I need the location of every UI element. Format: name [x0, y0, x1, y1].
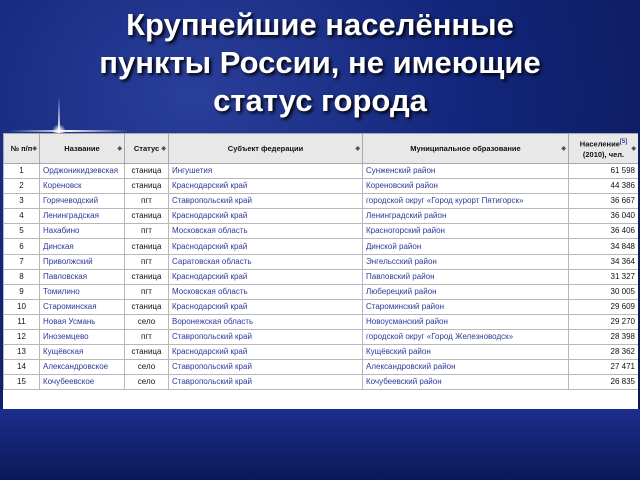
column-header-municipal[interactable]	[363, 134, 569, 164]
slide-title-line-2: пункты России, не имеющие	[99, 45, 541, 80]
cell-subject-link[interactable]: Московская область	[169, 224, 363, 239]
settlements-table-container	[3, 133, 638, 409]
cell-municipal-link[interactable]: Сунженский район	[363, 164, 569, 179]
slide-title-line-1: Крупнейшие населённые	[126, 7, 514, 42]
lens-flare-horizontal	[8, 130, 128, 132]
cell-num: 11	[4, 314, 40, 329]
cell-num: 3	[4, 194, 40, 209]
cell-municipal-link[interactable]: Павловский район	[363, 269, 569, 284]
cell-population: 36 667	[569, 194, 639, 209]
cell-status: станица	[125, 269, 169, 284]
cell-name-link[interactable]: Александровское	[40, 360, 125, 375]
cell-municipal-link[interactable]: Кущёвский район	[363, 345, 569, 360]
cell-population: 34 848	[569, 239, 639, 254]
table-row	[4, 330, 639, 345]
cell-population: 61 598	[569, 164, 639, 179]
cell-num: 6	[4, 239, 40, 254]
table-row	[4, 314, 639, 329]
column-header-population-year: (2010), чел.	[582, 149, 625, 159]
table-row	[4, 224, 639, 239]
cell-status: станица	[125, 179, 169, 194]
table-row	[4, 254, 639, 269]
cell-municipal-link[interactable]: Староминский район	[363, 299, 569, 314]
cell-num: 7	[4, 254, 40, 269]
cell-name-link[interactable]: Павловская	[40, 269, 125, 284]
cell-population: 36 040	[569, 209, 639, 224]
sort-icon[interactable]: ◆	[561, 146, 566, 152]
cell-name-link[interactable]: Кочубеевское	[40, 375, 125, 390]
cell-name-link[interactable]: Томилино	[40, 284, 125, 299]
column-header-population-label: Население	[579, 139, 620, 149]
column-header-municipal-label: Муниципальное образование	[410, 143, 521, 153]
cell-municipal-link[interactable]: Динской район	[363, 239, 569, 254]
cell-num: 13	[4, 345, 40, 360]
cell-status: пгт	[125, 224, 169, 239]
cell-subject-link[interactable]: Ставропольский край	[169, 360, 363, 375]
cell-municipal-link[interactable]: Люберецкий район	[363, 284, 569, 299]
population-footnote-ref[interactable]: [5]	[619, 139, 628, 146]
cell-num: 12	[4, 330, 40, 345]
table-row	[4, 209, 639, 224]
table-row	[4, 269, 639, 284]
column-header-num-label: № п/п	[10, 143, 33, 153]
cell-status: пгт	[125, 330, 169, 345]
table-row	[4, 179, 639, 194]
cell-population: 31 327	[569, 269, 639, 284]
cell-status: станица	[125, 299, 169, 314]
column-header-subject-label: Субъект федерации	[227, 143, 304, 153]
cell-num: 9	[4, 284, 40, 299]
column-header-status[interactable]	[125, 134, 169, 164]
cell-population: 26 835	[569, 375, 639, 390]
cell-status: пгт	[125, 194, 169, 209]
cell-name-link[interactable]: Иноземцево	[40, 330, 125, 345]
cell-subject-link[interactable]: Ставропольский край	[169, 194, 363, 209]
table-header-row	[4, 134, 639, 164]
cell-status: станица	[125, 239, 169, 254]
cell-subject-link[interactable]: Краснодарский край	[169, 209, 363, 224]
cell-status: станица	[125, 209, 169, 224]
sort-icon[interactable]: ◆	[161, 146, 166, 152]
sort-icon[interactable]: ◆	[631, 146, 636, 152]
cell-num: 2	[4, 179, 40, 194]
cell-name-link[interactable]: Кореновск	[40, 179, 125, 194]
cell-num: 5	[4, 224, 40, 239]
cell-subject-link[interactable]: Краснодарский край	[169, 179, 363, 194]
cell-subject-link[interactable]: Краснодарский край	[169, 239, 363, 254]
cell-status: пгт	[125, 254, 169, 269]
cell-subject-link[interactable]: Ингушетия	[169, 164, 363, 179]
cell-municipal-link[interactable]: Красногорский район	[363, 224, 569, 239]
cell-population: 27 471	[569, 360, 639, 375]
sort-icon[interactable]: ◆	[117, 146, 122, 152]
table-row	[4, 194, 639, 209]
cell-subject-link[interactable]: Краснодарский край	[169, 345, 363, 360]
cell-municipal-link[interactable]: Ленинградский район	[363, 209, 569, 224]
cell-num: 14	[4, 360, 40, 375]
column-header-num[interactable]	[4, 134, 40, 164]
settlements-table	[3, 133, 638, 390]
cell-population: 34 364	[569, 254, 639, 269]
cell-municipal-link[interactable]: Энгельсский район	[363, 254, 569, 269]
cell-subject-link[interactable]: Краснодарский край	[169, 269, 363, 284]
cell-name-link[interactable]: Кущёвская	[40, 345, 125, 360]
cell-name-link[interactable]: Горячеводский	[40, 194, 125, 209]
cell-name-link[interactable]: Орджоникидзевская	[40, 164, 125, 179]
cell-name-link[interactable]: Староминская	[40, 299, 125, 314]
column-header-name-label: Название	[64, 143, 100, 153]
cell-status: пгт	[125, 284, 169, 299]
slide-title	[0, 6, 640, 120]
column-header-subject[interactable]	[169, 134, 363, 164]
table-row	[4, 345, 639, 360]
table-row	[4, 239, 639, 254]
cell-population: 36 406	[569, 224, 639, 239]
cell-subject-link[interactable]: Московская область	[169, 284, 363, 299]
table-row	[4, 299, 639, 314]
table-row	[4, 375, 639, 390]
cell-population: 29 270	[569, 314, 639, 329]
cell-num: 4	[4, 209, 40, 224]
cell-name-link[interactable]: Нахабино	[40, 224, 125, 239]
slide-bottom-band	[0, 409, 640, 480]
table-row	[4, 360, 639, 375]
column-header-name[interactable]	[40, 134, 125, 164]
column-header-population[interactable]	[569, 134, 639, 164]
cell-population: 28 398	[569, 330, 639, 345]
cell-name-link[interactable]: Динская	[40, 239, 125, 254]
cell-name-link[interactable]: Приволжский	[40, 254, 125, 269]
cell-subject-link[interactable]: Краснодарский край	[169, 299, 363, 314]
cell-name-link[interactable]: Новая Усмань	[40, 314, 125, 329]
table-body	[4, 164, 639, 390]
cell-status: село	[125, 360, 169, 375]
cell-population: 30 005	[569, 284, 639, 299]
cell-municipal-link[interactable]: Кочубеевский район	[363, 375, 569, 390]
sort-icon[interactable]: ◆	[32, 146, 37, 152]
cell-status: село	[125, 375, 169, 390]
cell-subject-link[interactable]: Ставропольский край	[169, 330, 363, 345]
table-row	[4, 164, 639, 179]
cell-status: станица	[125, 164, 169, 179]
column-header-status-label: Статус	[133, 143, 160, 153]
cell-municipal-link[interactable]: Новоусманский район	[363, 314, 569, 329]
cell-municipal-link[interactable]: Кореновский район	[363, 179, 569, 194]
cell-population: 28 362	[569, 345, 639, 360]
cell-municipal-link[interactable]: городской округ «Город Железноводск»	[363, 330, 569, 345]
cell-num: 10	[4, 299, 40, 314]
sort-icon[interactable]: ◆	[355, 146, 360, 152]
cell-name-link[interactable]: Ленинградская	[40, 209, 125, 224]
table-row	[4, 284, 639, 299]
cell-population: 29 609	[569, 299, 639, 314]
cell-status: станица	[125, 345, 169, 360]
cell-subject-link[interactable]: Воронежская область	[169, 314, 363, 329]
cell-num: 15	[4, 375, 40, 390]
cell-subject-link[interactable]: Саратовская область	[169, 254, 363, 269]
cell-municipal-link[interactable]: городской округ «Город курорт Пятигорск»	[363, 194, 569, 209]
cell-population: 44 386	[569, 179, 639, 194]
cell-status: село	[125, 314, 169, 329]
slide-title-line-3: статус города	[213, 83, 427, 118]
cell-municipal-link[interactable]: Александровский район	[363, 360, 569, 375]
cell-num: 8	[4, 269, 40, 284]
cell-num: 1	[4, 164, 40, 179]
cell-subject-link[interactable]: Ставропольский край	[169, 375, 363, 390]
